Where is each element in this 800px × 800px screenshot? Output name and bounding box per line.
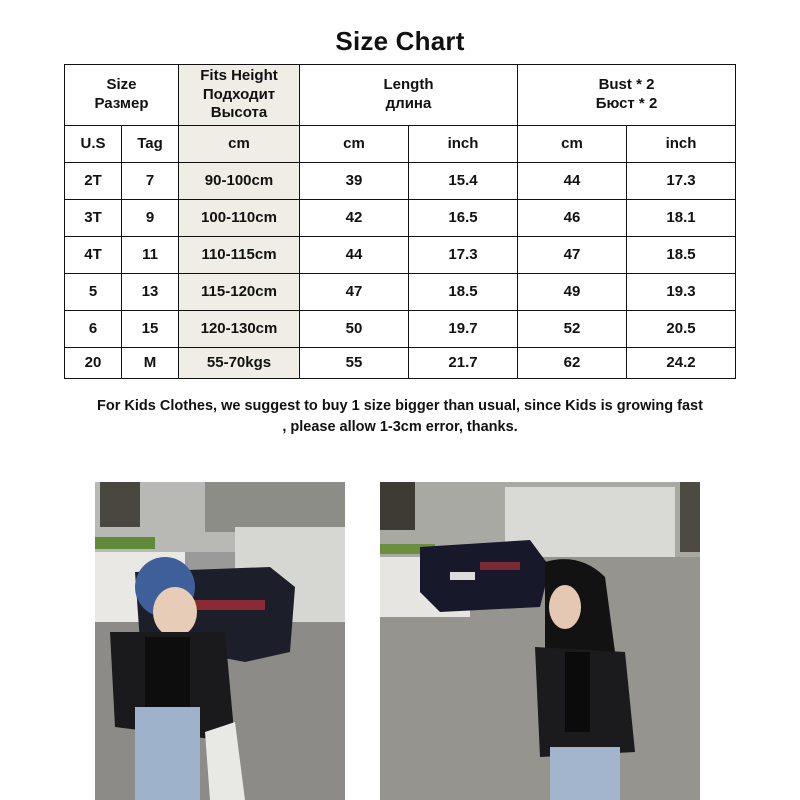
cell-bust-inch: 18.1 bbox=[627, 200, 736, 237]
cell-length-inch: 19.7 bbox=[409, 311, 518, 348]
header-row-top bbox=[65, 65, 736, 126]
header-length-en: Length bbox=[383, 76, 434, 94]
cell-bust-inch: 19.3 bbox=[627, 274, 736, 311]
cell-length-cm: 42 bbox=[300, 200, 409, 237]
cell-length-cm: 39 bbox=[300, 163, 409, 200]
header-fits-height-ru1: Подходит bbox=[202, 85, 276, 103]
cell-us: 6 bbox=[65, 311, 122, 348]
cell-us: 2T bbox=[65, 163, 122, 200]
table-row bbox=[65, 200, 736, 237]
cell-height: 100-110cm bbox=[179, 200, 300, 237]
cell-tag: 9 bbox=[122, 200, 179, 237]
cell-bust-cm: 49 bbox=[518, 274, 627, 311]
header-length bbox=[300, 65, 518, 126]
header-bust bbox=[518, 65, 736, 126]
cell-tag: M bbox=[122, 348, 179, 379]
cell-length-inch: 17.3 bbox=[409, 237, 518, 274]
cell-tag: 11 bbox=[122, 237, 179, 274]
header-fits-height-en: Fits Height bbox=[200, 66, 278, 84]
cell-length-inch: 15.4 bbox=[409, 163, 518, 200]
table-row bbox=[65, 163, 736, 200]
cell-tag: 7 bbox=[122, 163, 179, 200]
table-row bbox=[65, 237, 736, 274]
table-row bbox=[65, 311, 736, 348]
cell-bust-cm: 44 bbox=[518, 163, 627, 200]
header-fits-height-ru2: Высота bbox=[210, 104, 268, 122]
cell-height: 120-130cm bbox=[179, 311, 300, 348]
cell-tag: 13 bbox=[122, 274, 179, 311]
cell-tag: 15 bbox=[122, 311, 179, 348]
sizing-note-line2: , please allow 1-3cm error, thanks. bbox=[282, 419, 518, 435]
photo-scene-2 bbox=[380, 482, 700, 800]
cell-us: 3T bbox=[65, 200, 122, 237]
header-length-inch: inch bbox=[409, 126, 518, 163]
cell-bust-inch: 20.5 bbox=[627, 311, 736, 348]
header-bust-en: Bust * 2 bbox=[598, 76, 655, 94]
cell-bust-inch: 24.2 bbox=[627, 348, 736, 379]
header-length-ru: длина bbox=[385, 95, 432, 112]
table-row bbox=[65, 348, 736, 379]
header-size bbox=[65, 65, 179, 126]
cell-us: 4T bbox=[65, 237, 122, 274]
cell-length-cm: 50 bbox=[300, 311, 409, 348]
header-size-ru: Размер bbox=[94, 95, 149, 112]
header-length-cm: cm bbox=[300, 126, 409, 163]
sizing-note-line1: For Kids Clothes, we suggest to buy 1 size bigger than usual, since Kids is growing fast bbox=[97, 398, 703, 414]
cell-length-cm: 55 bbox=[300, 348, 409, 379]
cell-length-inch: 18.5 bbox=[409, 274, 518, 311]
sizing-note bbox=[0, 396, 800, 438]
cell-height: 55-70kgs bbox=[179, 348, 300, 379]
header-bust-cm: cm bbox=[518, 126, 627, 163]
cell-bust-inch: 17.3 bbox=[627, 163, 736, 200]
cell-bust-cm: 47 bbox=[518, 237, 627, 274]
header-tag: Tag bbox=[122, 126, 179, 163]
header-bust-inch: inch bbox=[627, 126, 736, 163]
cell-length-cm: 47 bbox=[300, 274, 409, 311]
header-height-unit: cm bbox=[179, 126, 300, 163]
cell-bust-inch: 18.5 bbox=[627, 237, 736, 274]
header-bust-ru: Бюст * 2 bbox=[595, 95, 658, 112]
cell-height: 90-100cm bbox=[179, 163, 300, 200]
cell-length-inch: 21.7 bbox=[409, 348, 518, 379]
product-photo-2 bbox=[380, 482, 700, 800]
table-row bbox=[65, 274, 736, 311]
cell-length-cm: 44 bbox=[300, 237, 409, 274]
page-title: Size Chart bbox=[335, 26, 465, 56]
header-row-units bbox=[65, 126, 736, 163]
cell-bust-cm: 62 bbox=[518, 348, 627, 379]
cell-length-inch: 16.5 bbox=[409, 200, 518, 237]
header-fits-height bbox=[179, 65, 300, 126]
cell-us: 20 bbox=[65, 348, 122, 379]
header-us: U.S bbox=[65, 126, 122, 163]
header-size-en: Size bbox=[106, 76, 137, 94]
photo-scene-1 bbox=[95, 482, 345, 800]
cell-us: 5 bbox=[65, 274, 122, 311]
size-chart-table bbox=[64, 64, 736, 379]
cell-bust-cm: 46 bbox=[518, 200, 627, 237]
cell-height: 110-115cm bbox=[179, 237, 300, 274]
product-photo-1 bbox=[95, 482, 345, 800]
cell-height: 115-120cm bbox=[179, 274, 300, 311]
cell-bust-cm: 52 bbox=[518, 311, 627, 348]
